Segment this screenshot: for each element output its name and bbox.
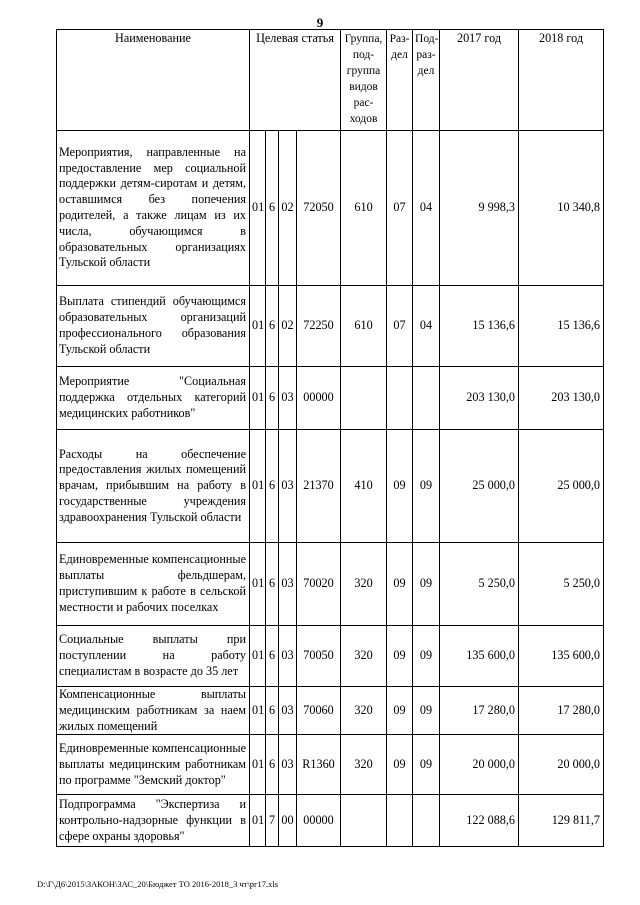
amount-2017: 122 088,6 [440, 795, 519, 847]
subsection [413, 367, 440, 430]
table-header-row [57, 30, 604, 131]
row-name: Мероприятия, направленные на предоставление мер социальной поддержки детям-сиротам и детям, оставшимся без попечения родителей, а также лицам из их числа, обучающимся в образовательных организациях Тульской области [57, 131, 250, 286]
target-code-3: 02 [279, 131, 297, 286]
target-code-1: 01 [250, 430, 266, 543]
expense-group [341, 367, 387, 430]
subsection: 09 [413, 626, 440, 687]
target-code-2: 7 [266, 795, 279, 847]
target-code-2: 6 [266, 131, 279, 286]
row-name: Выплата стипендий обучающимся образовательных организаций профессионального образования Тульской области [57, 286, 250, 367]
target-code-2: 6 [266, 430, 279, 543]
section: 07 [387, 286, 413, 367]
amount-2018: 203 130,0 [519, 367, 604, 430]
target-code-1: 01 [250, 735, 266, 795]
expense-group: 410 [341, 430, 387, 543]
header-target-article: Целевая статья [250, 30, 341, 131]
target-code-1: 01 [250, 795, 266, 847]
row-name: Мероприятие "Социальная поддержка отдельных категорий медицинских работников" [57, 367, 250, 430]
section: 09 [387, 626, 413, 687]
amount-2017: 15 136,6 [440, 286, 519, 367]
target-code-3: 03 [279, 687, 297, 735]
row-name: Расходы на обеспечение предоставления жилых помещений врачам, прибывшим на работу в государственные учреждения здравоохранения Тульской области [57, 430, 250, 543]
section: 09 [387, 543, 413, 626]
table-row [57, 131, 604, 286]
section [387, 367, 413, 430]
target-code-3: 03 [279, 626, 297, 687]
target-code-2: 6 [266, 626, 279, 687]
amount-2017: 9 998,3 [440, 131, 519, 286]
target-code-1: 01 [250, 543, 266, 626]
table-row [57, 735, 604, 795]
target-code-3: 02 [279, 286, 297, 367]
header-expense-group: Группа, под- группа видов рас- ходов [341, 30, 387, 131]
target-code-2: 6 [266, 367, 279, 430]
amount-2018: 5 250,0 [519, 543, 604, 626]
header-section: Раз- дел [387, 30, 413, 131]
header-subsection: Под- раз- дел [413, 30, 440, 131]
section: 07 [387, 131, 413, 286]
amount-2018: 10 340,8 [519, 131, 604, 286]
header-year-2018: 2018 год [519, 30, 604, 131]
subsection: 09 [413, 543, 440, 626]
subsection [413, 795, 440, 847]
target-code-1: 01 [250, 626, 266, 687]
expense-group: 610 [341, 286, 387, 367]
budget-table [56, 29, 604, 847]
page-number: 9 [316, 15, 324, 30]
target-code-3: 00 [279, 795, 297, 847]
expense-group: 320 [341, 626, 387, 687]
expense-group: 320 [341, 543, 387, 626]
expense-group: 320 [341, 687, 387, 735]
header-name: Наименование [57, 30, 250, 131]
subsection: 04 [413, 286, 440, 367]
expense-group [341, 795, 387, 847]
target-code-1: 01 [250, 286, 266, 367]
amount-2017: 25 000,0 [440, 430, 519, 543]
section [387, 795, 413, 847]
target-code-4: 00000 [297, 367, 341, 430]
table-row [57, 430, 604, 543]
amount-2018: 25 000,0 [519, 430, 604, 543]
row-name: Единовременные компенсационные выплаты фельдшерам, приступившим к работе в сельской местности и рабочих поселках [57, 543, 250, 626]
table-row [57, 687, 604, 735]
table-row [57, 543, 604, 626]
header-year-2017: 2017 год [440, 30, 519, 131]
row-name: Компенсационные выплаты медицинским работникам за наем жилых помещений [57, 687, 250, 735]
target-code-3: 03 [279, 735, 297, 795]
target-code-3: 03 [279, 543, 297, 626]
target-code-3: 03 [279, 430, 297, 543]
row-name: Единовременные компенсационные выплаты медицинским работникам по программе "Земский доктор" [57, 735, 250, 795]
table-row [57, 795, 604, 847]
target-code-4: 00000 [297, 795, 341, 847]
amount-2017: 135 600,0 [440, 626, 519, 687]
table-row [57, 626, 604, 687]
section: 09 [387, 430, 413, 543]
target-code-1: 01 [250, 367, 266, 430]
target-code-4: 70020 [297, 543, 341, 626]
amount-2018: 135 600,0 [519, 626, 604, 687]
subsection: 09 [413, 687, 440, 735]
subsection: 09 [413, 735, 440, 795]
section: 09 [387, 735, 413, 795]
amount-2017: 20 000,0 [440, 735, 519, 795]
target-code-3: 03 [279, 367, 297, 430]
file-path-footer: D:\Г\Д6\2015\ЗАКОН\ЗАС_20\Бюджет ТО 2016-2018_3 чт\рг17.xls [37, 879, 279, 889]
table-body [57, 131, 604, 847]
target-code-2: 6 [266, 687, 279, 735]
target-code-1: 01 [250, 687, 266, 735]
row-name: Социальные выплаты при поступлении на работу специалистам в возрасте до 35 лет [57, 626, 250, 687]
target-code-4: 72050 [297, 131, 341, 286]
amount-2018: 20 000,0 [519, 735, 604, 795]
target-code-2: 6 [266, 735, 279, 795]
target-code-4: 70050 [297, 626, 341, 687]
target-code-4: 72250 [297, 286, 341, 367]
target-code-2: 6 [266, 543, 279, 626]
table-row [57, 286, 604, 367]
table-row [57, 367, 604, 430]
subsection: 09 [413, 430, 440, 543]
amount-2018: 129 811,7 [519, 795, 604, 847]
expense-group: 320 [341, 735, 387, 795]
amount-2017: 5 250,0 [440, 543, 519, 626]
target-code-4: R1360 [297, 735, 341, 795]
target-code-2: 6 [266, 286, 279, 367]
target-code-1: 01 [250, 131, 266, 286]
amount-2018: 15 136,6 [519, 286, 604, 367]
amount-2018: 17 280,0 [519, 687, 604, 735]
subsection: 04 [413, 131, 440, 286]
expense-group: 610 [341, 131, 387, 286]
target-code-4: 21370 [297, 430, 341, 543]
target-code-4: 70060 [297, 687, 341, 735]
amount-2017: 203 130,0 [440, 367, 519, 430]
row-name: Подпрограмма "Экспертиза и контрольно-надзорные функции в сфере охраны здоровья" [57, 795, 250, 847]
section: 09 [387, 687, 413, 735]
amount-2017: 17 280,0 [440, 687, 519, 735]
